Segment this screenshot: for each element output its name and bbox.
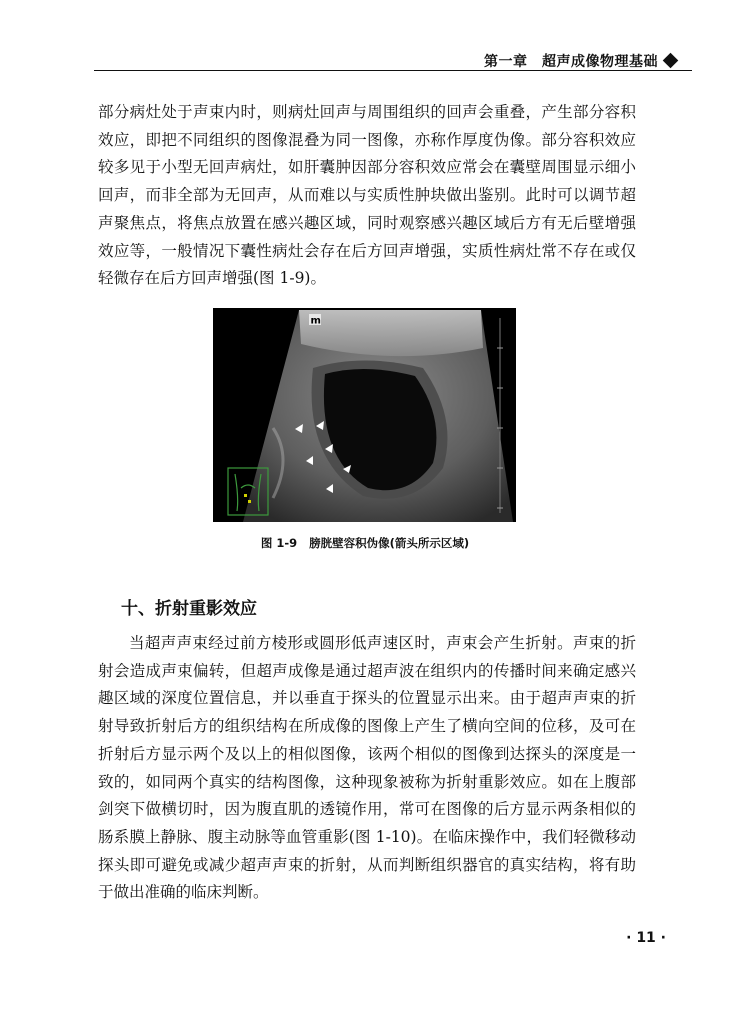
probe-marker: m bbox=[310, 315, 321, 327]
figure-number: 图 1-9 bbox=[260, 536, 298, 550]
diamond-icon bbox=[663, 53, 679, 69]
chapter-title: 第一章 超声成像物理基础 bbox=[484, 54, 658, 70]
paragraph-refraction: 当超声声束经过前方棱形或圆形低声速区时，声束会产生折射。声束的折射会造成声束偏转，但超声成像是通过超声波在组织内的传播时间来确定感兴趣区域的深度位置信息，并以垂直于探头的位置显示出来。由于超声声束的折射导致折射后方的组织结构在所成像的图像上产生了横向空间的位移，及可在折射后方显示两个及以上的相似图像，该两个相似的图像到达探头的深度是一致的，如同两个真实的结构图像，这种现象被称为折射重影效应。如在上腹部剑突下做横切时，因为腹直肌的透镜作用，常可在图像的后方显示两条相似的肠系膜上静脉、腹主动脉等血管重影(图 1-10)。在临床操作中，我们轻微移动探头即可避免或减少超声声束的折射，从而判断组织器官的真实结构，将有助于做出准确的临床判断。 bbox=[98, 634, 636, 902]
figure-caption-text: 膀胱壁容积伪像(箭头所示区域) bbox=[309, 536, 470, 550]
paragraph-partial-volume: 部分病灶处于声束内时，则病灶回声与周围组织的回声会重叠，产生部分容积效应，即把不同组织的图像混叠为同一图像，亦称作厚度伪像。部分容积效应较多见于小型无回声病灶，如肝囊肿因部分容积效应常会在囊壁周围显示细小回声，而非全部为无回声，从而难以与实质性肿块做出鉴别。此时可以调节超声聚焦点，将焦点放置在感兴趣区域，同时观察感兴趣区域后方有无后壁增强效应等，一般情况下囊性病灶会存在后方回声增强，实质性病灶常不存在或仅轻微存在后方回声增强(图 1-9)。 bbox=[98, 103, 636, 288]
section-heading: 十、折射重影效应 bbox=[121, 599, 257, 619]
ultrasound-image bbox=[213, 308, 516, 522]
figure-caption bbox=[0, 535, 730, 551]
running-header bbox=[94, 50, 692, 71]
page-number: · 11 · bbox=[626, 930, 666, 946]
ultrasound-graphic bbox=[213, 308, 516, 522]
